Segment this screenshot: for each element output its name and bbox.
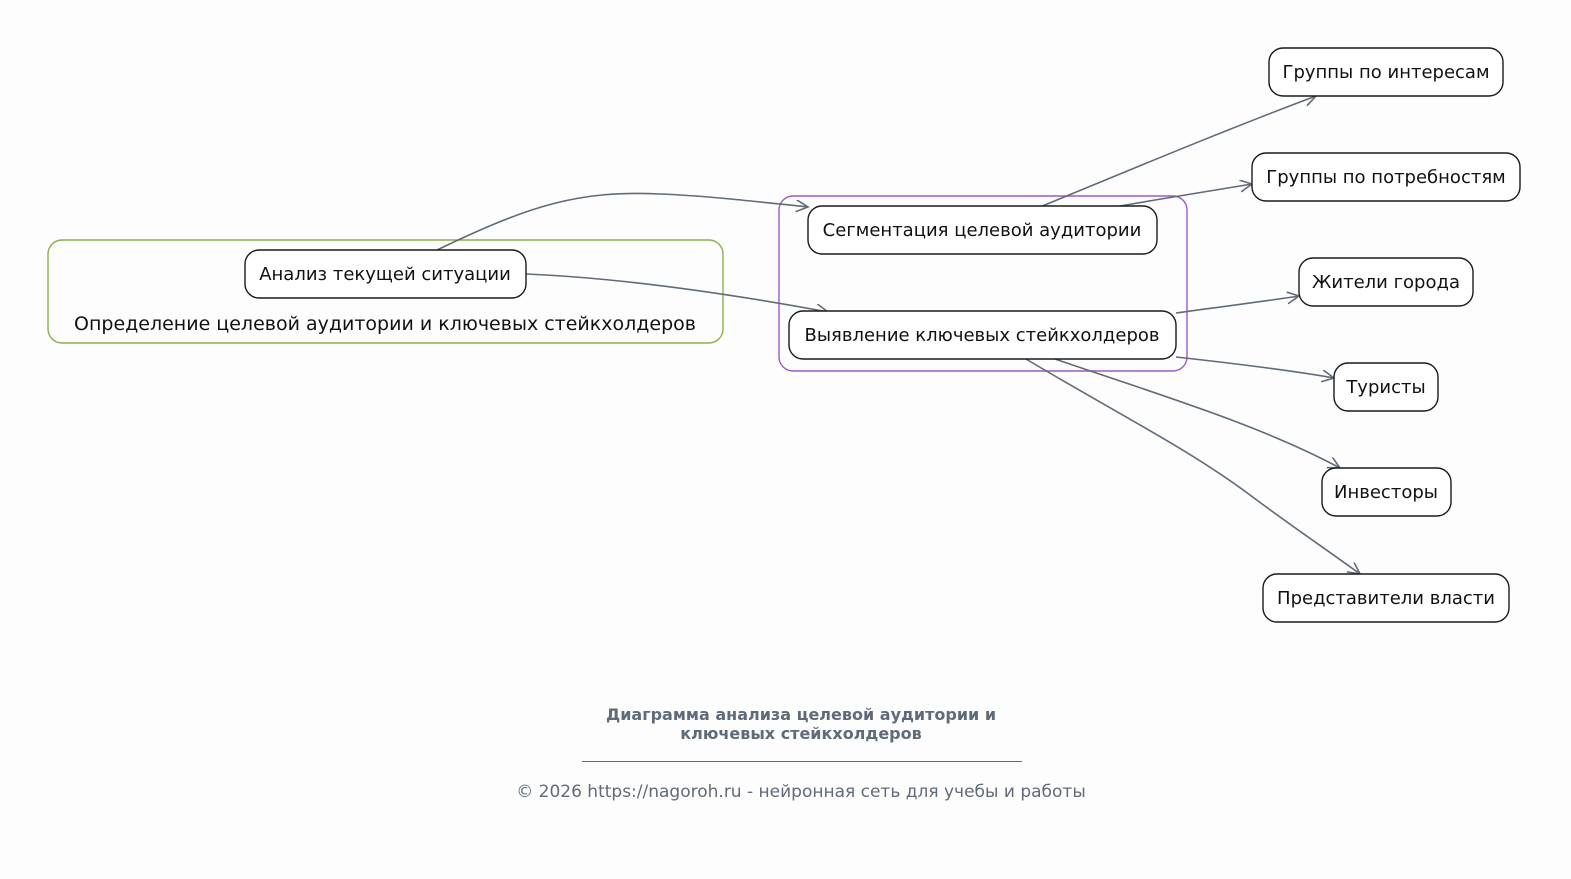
edge-analysis-segmentation [437, 193, 808, 250]
node-authorities[interactable] [1263, 574, 1509, 622]
node-need-groups-label: Группы по потребностям [1266, 167, 1506, 188]
node-interest-groups-label: Группы по интересам [1282, 62, 1490, 83]
node-residents-label: Жители города [1312, 272, 1460, 293]
footer-credit: © 2026 https://nagoroh.ru - нейронная сеть для учебы и работы [516, 782, 1086, 802]
node-segmentation-label: Сегментация целевой аудитории [822, 220, 1142, 241]
edge-stakeholders-investors [1055, 359, 1340, 468]
node-residents[interactable] [1299, 258, 1473, 306]
node-investors[interactable] [1322, 468, 1451, 516]
node-analysis-label: Анализ текущей ситуации [259, 264, 511, 285]
node-investors-label: Инвесторы [1334, 482, 1438, 503]
node-stakeholders-label: Выявление ключевых стейкхолдеров [804, 325, 1160, 346]
node-analysis[interactable] [245, 250, 526, 298]
edge-stakeholders-residents [1176, 296, 1299, 313]
node-interest-groups[interactable] [1269, 48, 1503, 96]
node-authorities-label: Представители власти [1277, 588, 1495, 609]
edge-stakeholders-tourists [1176, 357, 1334, 378]
node-need-groups[interactable] [1252, 153, 1520, 201]
cluster-definition-label: Определение целевой аудитории и ключевых стейкхолдеров [74, 313, 696, 335]
node-tourists[interactable] [1334, 363, 1438, 411]
diagram-title: Диаграмма анализа целевой аудитории и ключевых стейкхолдеров [605, 705, 997, 743]
edge-analysis-stakeholders [526, 274, 828, 312]
node-segmentation[interactable] [808, 206, 1157, 254]
node-stakeholders[interactable] [789, 311, 1176, 359]
caption-divider [582, 761, 1022, 762]
node-tourists-label: Туристы [1346, 377, 1426, 398]
edge-stakeholders-authorities [1026, 359, 1360, 574]
